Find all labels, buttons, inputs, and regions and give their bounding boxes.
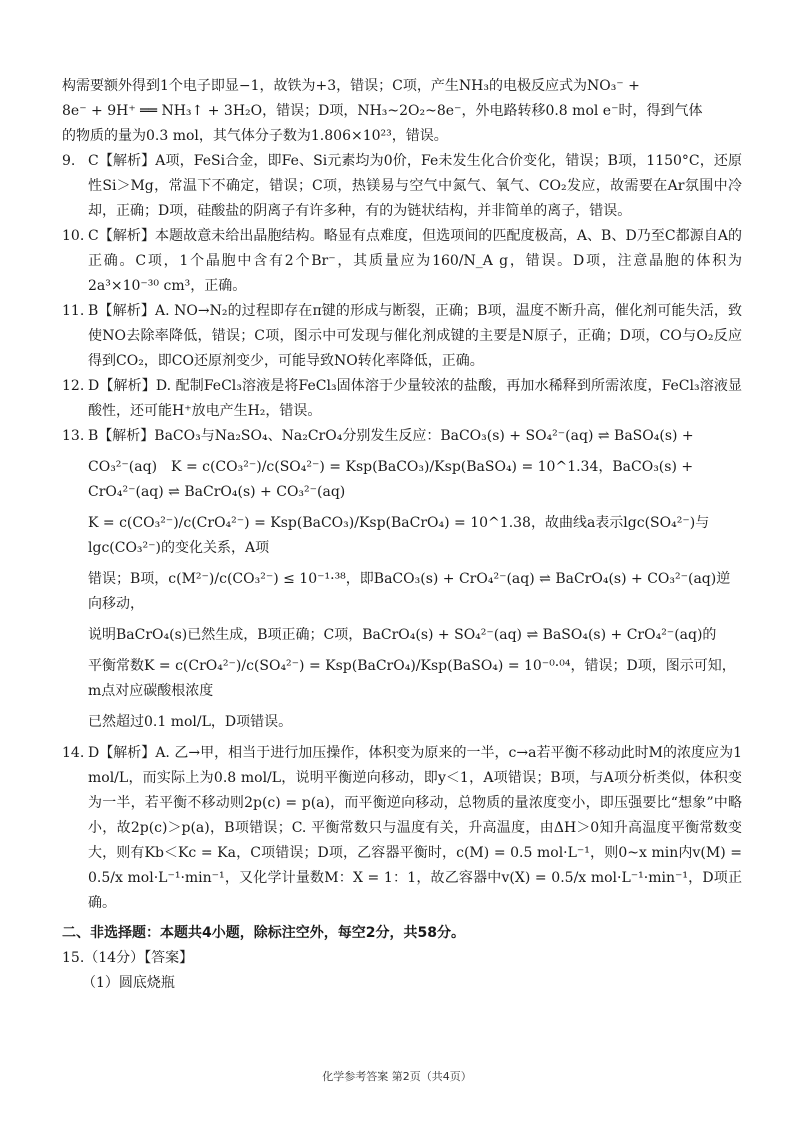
q15-answer-1: （1）圆底烧瓶: [82, 975, 175, 991]
q13-formula-2: K = c(CO₃²⁻)/c(CrO₄²⁻) = Ksp(BaCO₃)/Ksp(BaCrO₄) = 10^1.38，故曲线a表示lgc(SO₄²⁻)与lgc(CO₃²⁻)的变化关系，A项: [88, 515, 710, 556]
answer-item-12: [62, 374, 742, 424]
answer-item-10: [62, 224, 742, 299]
item-text: C【解析】A项，FeSi合金，即Fe、Si元素均为0价，Fe未发生化合价变化，错误；B项，1150°C，还原性Si＞Mg，常温下不确定，错误；C项，热镁易与空气中氮气、氧气、CO₂发应，故需要在Ar氛围中冷却，正确；D项，硅酸盐的阴离子有许多种，有的为链状结构，并非简单的离子，错误。: [88, 153, 742, 219]
item-text: B【解析】A. NO→N₂的过程即存在π键的形成与断裂，正确；B项，温度不断升高，催化剂可能失活，致使NO去除率降低，错误；C项，图示中可发现与催化剂成键的主要是N原子，正确；D项，CO与O₂反应得到CO₂，即CO还原剂变少，可能导致NO转化率降低，正确。: [88, 303, 742, 369]
item-number: 10.: [62, 228, 85, 244]
q15-heading: 15.（14分）【答案】: [62, 950, 194, 966]
item-number: 9.: [62, 153, 76, 169]
q13-formula-5: 平衡常数K = c(CrO₄²⁻)/c(SO₄²⁻) = Ksp(BaCrO₄)/Ksp(BaSO₄) = 10⁻⁰·⁰⁴，错误；D项，图示可知，m点对应碳酸根浓度: [88, 658, 736, 699]
item-text: C【解析】本题故意未给出晶胞结构。略显有点难度，但选项间的匹配度极高，A、B、D乃至C都源自A的正确。C项，1个晶胞中含有2个Br⁻，其质量应为160/N_A g，错误。D项，注意晶胞的体积为2a³×10⁻³⁰ cm³，正确。: [88, 228, 742, 294]
continuation-line-1: 构需要额外得到1个电子即显−1，故铁为+3，错误；C项，产生NH₃的电极反应式为NO₃⁻ +: [62, 78, 640, 94]
q13-formula-1: CO₃²⁻(aq) K = c(CO₃²⁻)/c(SO₄²⁻) = Ksp(BaCO₃)/Ksp(BaSO₄) = 10^1.34，BaCO₃(s) + CrO₄²⁻(aq) ⇌ BaCrO₄(s) + CO₃²⁻(aq): [88, 459, 694, 500]
q13-formula-4: 说明BaCrO₄(s)已然生成，B项正确；C项，BaCrO₄(s) + SO₄²⁻(aq) ⇌ BaSO₄(s) + CrO₄²⁻(aq)的: [88, 627, 717, 643]
page-footer: 化学参考答案 第2页（共4页）: [322, 1070, 472, 1083]
answer-item-14: [62, 741, 742, 916]
q13-formula-3: 错误；B项，c(M²⁻)/c(CO₃²⁻) ≤ 10⁻¹·³⁸，即BaCO₃(s) + CrO₄²⁻(aq) ⇌ BaCrO₄(s) + CO₃²⁻(aq)逆向移动，: [88, 571, 731, 612]
answer-page: [62, 74, 742, 996]
section-heading: 二、非选择题：本题共4小题，除标注空外，每空2分，共58分。: [62, 925, 465, 941]
answer-item-9: [62, 149, 742, 224]
item-number: 12.: [62, 378, 85, 394]
item-number: 14.: [62, 745, 85, 761]
item-text: D【解析】D. 配制FeCl₃溶液是将FeCl₃固体溶于少量较浓的盐酸，再加水稀释到所需浓度，FeCl₃溶液显酸性，还可能H⁺放电产生H₂，错误。: [88, 378, 742, 419]
continuation-line-3: 的物质的量为0.3 mol，其气体分子数为1.806×10²³，错误。: [62, 128, 448, 144]
answer-item-11: [62, 299, 742, 374]
item-number: 11.: [62, 303, 85, 319]
item-number: 13.: [62, 428, 85, 444]
q13-formula-6: 已然超过0.1 mol/L，D项错误。: [88, 714, 293, 730]
continuation-line-2: 8e⁻ + 9H⁺ ══ NH₃↑ + 3H₂O，错误；D项，NH₃~2O₂~8e⁻，外电路转移0.8 mol e⁻时，得到气体: [62, 103, 703, 119]
item-text: B【解析】BaCO₃与Na₂SO₄、Na₂CrO₄分别发生反应：BaCO₃(s) + SO₄²⁻(aq) ⇌ BaSO₄(s) +: [88, 428, 694, 444]
answer-item-13: [62, 424, 742, 449]
item-text: D【解析】A. 乙→甲，相当于进行加压操作，体积变为原来的一半，c→a若平衡不移动此时M的浓度应为1 mol/L，而实际上为0.8 mol/L，说明平衡逆向移动，即y＜1，A项错误；B项，与A项分析类似，体积变为一半，若平衡不移动则2p(c) = p(a)，而平衡逆向移动，总物质的量浓度变小，即压强要比“想象”中略小，故2p(c)＞p(a)，B项错误；C. 平衡常数只与温度有关，升高温度，由ΔH＞0知升高温度平衡常数变大，则有Kb＜Kc = Ka，C项错误；D项，乙容器平衡时，c(M) = 0.5 mol·L⁻¹，则0~x min内v(M) = 0.5/x mol·L⁻¹·min⁻¹，又化学计量数M：X = 1：1，故乙容器中v(X) = 0.5/x mol·L⁻¹·min⁻¹，D项正确。: [88, 745, 742, 911]
